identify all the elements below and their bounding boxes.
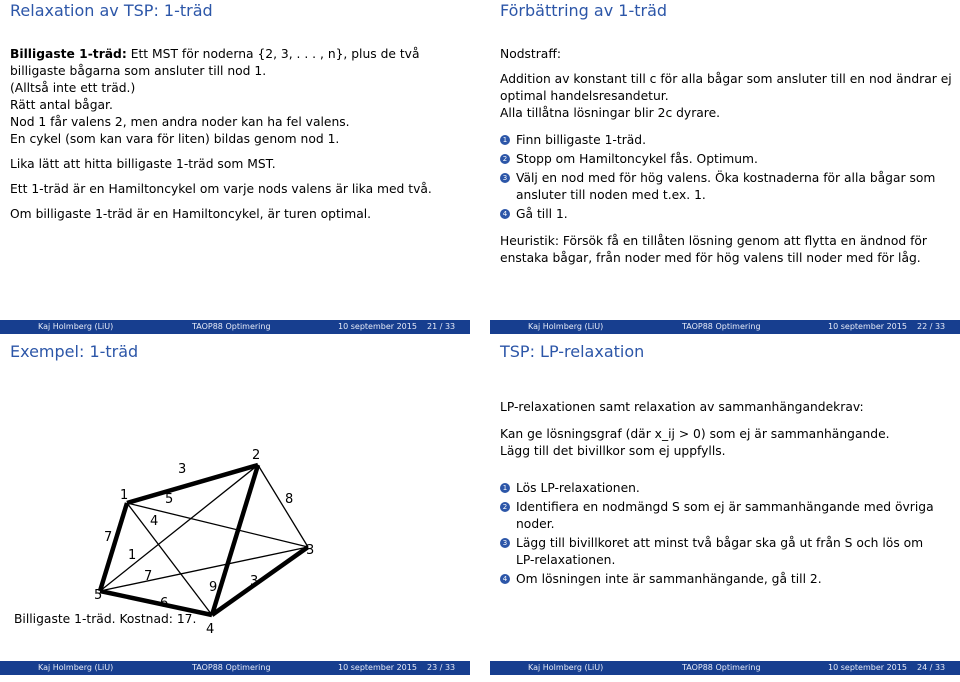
enum-item	[500, 535, 955, 552]
text-line: Rätt antal bågar.	[10, 98, 113, 112]
footer-course: TAOP88 Optimering	[682, 663, 761, 672]
text-line: Kan ge lösningsgraf (där x_ij > 0) som ej är sammanhängande.	[500, 427, 890, 441]
text-line: Om billigaste 1-träd är en Hamiltoncykel, är turen optimal.	[10, 207, 372, 221]
definition-text: Ett MST för noderna {2, 3, . . . , n}, plus de två	[130, 47, 420, 61]
slide-title: Exempel: 1-träd	[10, 342, 139, 361]
footer-author: Kaj Holmberg (LiU)	[528, 663, 604, 672]
text-line: Nod 1 får valens 2, men andra noder kan ha fel valens.	[10, 115, 350, 129]
footer-date: 10 september 2015	[828, 322, 907, 331]
edge-label: 4	[150, 514, 159, 529]
edge-label: 3	[178, 462, 187, 477]
edge-label: 1	[128, 548, 137, 563]
footer-date: 10 september 2015	[338, 322, 417, 331]
text-line: Lika lätt att hitta billigaste 1-träd som MST.	[10, 157, 276, 171]
heading: Nodstraff:	[500, 47, 561, 61]
slide-footer	[0, 657, 470, 681]
text-line: billigaste bågarna som ansluter till nod 1.	[10, 64, 267, 78]
text-line: Addition av konstant till c för alla bågar som ansluter till en nod ändrar ej	[500, 72, 952, 86]
text-line: enstaka bågar, från noder med för hög valens till noder med för låg.	[500, 251, 921, 265]
slide-body	[10, 46, 465, 223]
slide-body	[500, 399, 955, 590]
text-line: Heuristik: Försök få en tillåten lösning genom att flytta en ändnod för	[500, 234, 927, 248]
footer-course: TAOP88 Optimering	[192, 322, 271, 331]
enum-item-cont	[500, 187, 955, 204]
text-line: (Alltså inte ett träd.)	[10, 81, 136, 95]
edge-label: 7	[144, 569, 153, 584]
node-label: 2	[252, 448, 261, 463]
enum-item	[500, 151, 955, 168]
edge-label: 3	[250, 574, 259, 589]
enum-item	[500, 571, 955, 588]
footer-course: TAOP88 Optimering	[192, 663, 271, 672]
enum-text: Lös LP-relaxationen.	[516, 481, 640, 495]
enum-text: Identifiera en nodmängd S som ej är sammanhängande med övriga	[516, 500, 934, 514]
enum-number: 2	[500, 154, 510, 164]
graph-caption: Billigaste 1-träd. Kostnad: 17.	[14, 612, 197, 626]
enum-text: noder.	[516, 517, 555, 531]
enum-number: 1	[500, 483, 510, 493]
enum-text: Om lösningen inte är sammanhängande, gå till 2.	[516, 572, 822, 586]
text-line: Alla tillåtna lösningar blir 2c dyrare.	[500, 106, 721, 120]
text-line: optimal handelsresandetur.	[500, 89, 669, 103]
intro-text: LP-relaxationen samt relaxation av sammanhängandekrav:	[500, 400, 864, 414]
slide-title: TSP: LP-relaxation	[500, 342, 645, 361]
enum-item	[500, 170, 955, 187]
enum-number: 3	[500, 538, 510, 548]
enum-item-cont	[500, 552, 955, 569]
slide-23	[0, 341, 470, 682]
enum-text: Välj en nod med för hög valens. Öka kostnaderna för alla bågar som	[516, 171, 936, 185]
footer-author: Kaj Holmberg (LiU)	[528, 322, 604, 331]
footer-author: Kaj Holmberg (LiU)	[38, 322, 114, 331]
text-line: En cykel (som kan vara för liten) bildas genom nod 1.	[10, 132, 340, 146]
enum-item	[500, 206, 955, 223]
enum-text: Stopp om Hamiltoncykel fås. Optimum.	[516, 152, 758, 166]
edge-label: 7	[104, 530, 113, 545]
edge-label: 8	[285, 492, 294, 507]
node-label: 1	[120, 488, 129, 503]
slide-footer	[0, 316, 470, 340]
footer-page: 23 / 33	[427, 663, 456, 672]
edge-1-5	[100, 503, 127, 591]
footer-date: 10 september 2015	[828, 663, 907, 672]
enum-number: 3	[500, 173, 510, 183]
slide-title: Förbättring av 1-träd	[500, 1, 668, 20]
enum-number: 1	[500, 135, 510, 145]
footer-date: 10 september 2015	[338, 663, 417, 672]
footer-page: 24 / 33	[917, 663, 946, 672]
enum-item-cont	[500, 516, 955, 533]
footer-author: Kaj Holmberg (LiU)	[38, 663, 114, 672]
edge-label: 9	[209, 580, 218, 595]
slide-body	[500, 46, 955, 267]
text-line: Lägg till det bivillkor som ej uppfylls.	[500, 444, 726, 458]
slide-title: Relaxation av TSP: 1-träd	[10, 1, 213, 20]
text-line: Ett 1-träd är en Hamiltoncykel om varje nods valens är lika med två.	[10, 182, 432, 196]
footer-course: TAOP88 Optimering	[682, 322, 761, 331]
node-label: 3	[306, 543, 315, 558]
enum-item	[500, 499, 955, 516]
enum-text: Finn billigaste 1-träd.	[516, 133, 646, 147]
slide-footer	[490, 316, 960, 340]
enum-number: 4	[500, 574, 510, 584]
enum-item	[500, 480, 955, 497]
edge-label: 6	[160, 596, 169, 611]
slide-22	[490, 0, 960, 341]
term-label: Billigaste 1-träd:	[10, 47, 127, 61]
edge-2-4	[212, 465, 258, 615]
edge-2-3	[258, 465, 308, 547]
slide-24	[490, 341, 960, 682]
slide-footer	[490, 657, 960, 681]
enum-text: Lägg till bivillkoret att minst två bågar ska gå ut från S och lös om	[516, 536, 924, 550]
slide-21	[0, 0, 470, 341]
enum-text: ansluter till noden med t.ex. 1.	[516, 188, 706, 202]
node-label: 4	[206, 622, 215, 637]
footer-page: 22 / 33	[917, 322, 946, 331]
edge-label: 5	[165, 492, 174, 507]
footer-page: 21 / 33	[427, 322, 456, 331]
edge-1-2	[127, 465, 258, 503]
enum-number: 2	[500, 502, 510, 512]
node-label: 5	[94, 588, 103, 603]
enum-text: Gå till 1.	[516, 207, 568, 221]
enum-text: LP-relaxationen.	[516, 553, 616, 567]
enum-item	[500, 132, 955, 149]
enum-number: 4	[500, 209, 510, 219]
